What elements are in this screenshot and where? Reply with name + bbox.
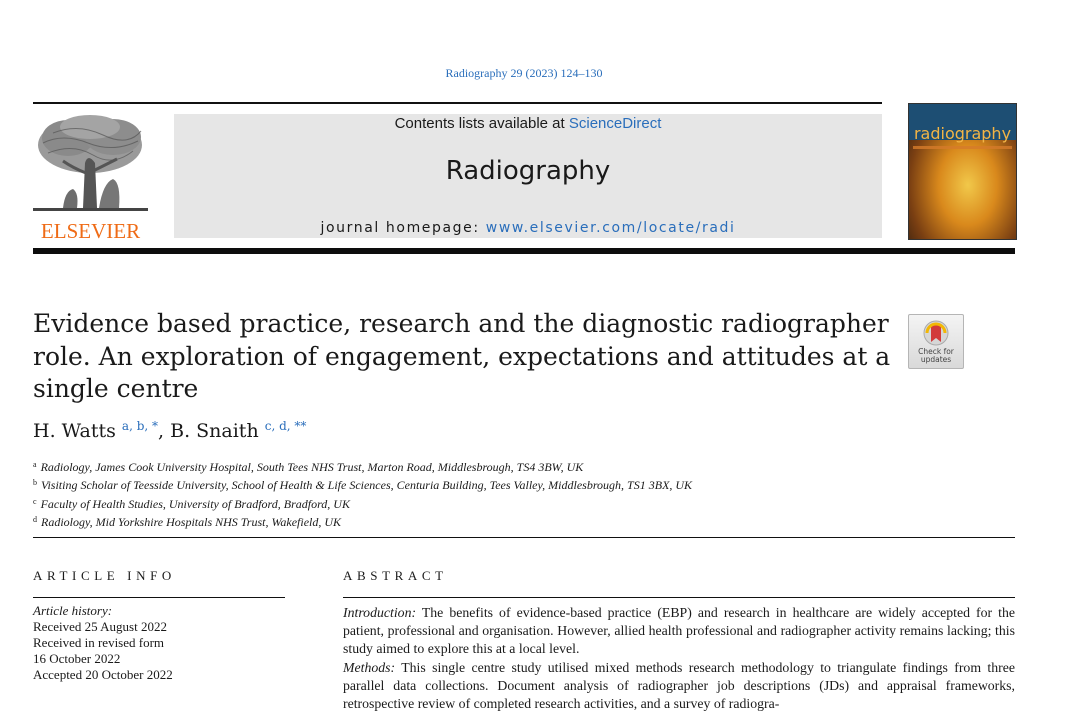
abstract-heading: ABSTRACT bbox=[343, 568, 448, 583]
header-bottom-rule bbox=[33, 248, 1015, 254]
abstract-methods-label: Methods: bbox=[343, 659, 396, 675]
journal-banner bbox=[174, 114, 882, 238]
affiliation-item: $^b$ Visiting Scholar of Teesside University, School of Health & Life Sciences, Centuria Building, Tees Valley, Middlesbrough, TS1 3BX, UK bbox=[33, 478, 693, 493]
cover-subtitle-bar bbox=[913, 146, 1012, 149]
elsevier-wordmark: ELSEVIER bbox=[40, 219, 141, 243]
affiliation-item: $^d$ Radiology, Mid Yorkshire Hospitals NHS Trust, Wakefield, UK bbox=[33, 515, 342, 530]
author-name[interactable]: B. Snaith bbox=[170, 420, 259, 442]
abstract-methods-text: This single centre study utilised mixed methods research methodology to triangulate findings from three parallel data collections. Document analysis of radiographer job descriptions (JDs) and appraisal frameworks, retrospective review of completed research activities, and a survey of radiogra- bbox=[343, 659, 1016, 712]
elsevier-tree-icon bbox=[33, 113, 148, 213]
journal-cover-image[interactable] bbox=[908, 103, 1017, 240]
article-history bbox=[33, 603, 173, 683]
homepage-line bbox=[174, 220, 882, 236]
journal-citation[interactable] bbox=[0, 66, 1048, 81]
abstract-intro-text: The benefits of evidence-based practice (EBP) and research in healthcare are widely accepted for the patient, professional and organisation. However, allied health professional and radiographer activity remains lacking; this study aimed to explore this at a local level. bbox=[343, 605, 1016, 657]
author-marks[interactable]: a, b, * bbox=[121, 419, 159, 433]
homepage-link[interactable]: www.elsevier.com/locate/radi bbox=[485, 220, 736, 236]
elsevier-logo[interactable] bbox=[33, 113, 148, 241]
abstract-text bbox=[343, 604, 1015, 713]
author-list bbox=[33, 419, 306, 442]
homepage-prefix: journal homepage: bbox=[320, 220, 480, 236]
article-title: Evidence based practice, research and the diagnostic radiographer role. An exploration of engagement, expectations and attitudes at a single centre bbox=[33, 309, 891, 403]
sciencedirect-link[interactable]: ScienceDirect bbox=[568, 115, 662, 132]
article-info-heading: ARTICLE INFO bbox=[33, 568, 176, 583]
history-item: Received in revised form bbox=[33, 635, 165, 650]
citation-link[interactable]: Radiography 29 (2023) 124–130 bbox=[445, 66, 603, 80]
author-separator: , bbox=[158, 420, 165, 442]
affiliation-list bbox=[33, 457, 692, 531]
contents-prefix: Contents lists available at bbox=[394, 115, 565, 132]
check-for-updates-label: Check for updates bbox=[918, 347, 954, 364]
history-item: 16 October 2022 bbox=[33, 651, 121, 666]
history-label: Article history: bbox=[33, 603, 113, 618]
affiliation-item: $^a$ Radiology, James Cook University Hospital, South Tees NHS Trust, Marton Road, Middlesbrough, TS4 3BW, UK bbox=[33, 460, 584, 474]
cover-title: radiography bbox=[913, 124, 1012, 143]
check-for-updates-button[interactable] bbox=[908, 314, 964, 369]
affiliation-item: $^c$ Faculty of Health Studies, University of Bradford, Bradford, UK bbox=[33, 496, 350, 511]
author-marks[interactable]: c, d, ** bbox=[264, 419, 307, 433]
abstract-rule bbox=[343, 597, 1015, 598]
history-item: Accepted 20 October 2022 bbox=[33, 667, 173, 682]
header-top-rule bbox=[33, 102, 882, 104]
author-name[interactable]: H. Watts bbox=[33, 420, 116, 442]
history-item: Received 25 August 2022 bbox=[33, 619, 167, 634]
article-info-rule bbox=[33, 597, 285, 598]
abstract-intro-label: Introduction: bbox=[343, 605, 417, 620]
contents-line bbox=[174, 115, 882, 132]
check-for-updates-icon bbox=[922, 320, 950, 348]
journal-name: Radiography bbox=[445, 156, 611, 186]
section-divider bbox=[33, 537, 1015, 538]
